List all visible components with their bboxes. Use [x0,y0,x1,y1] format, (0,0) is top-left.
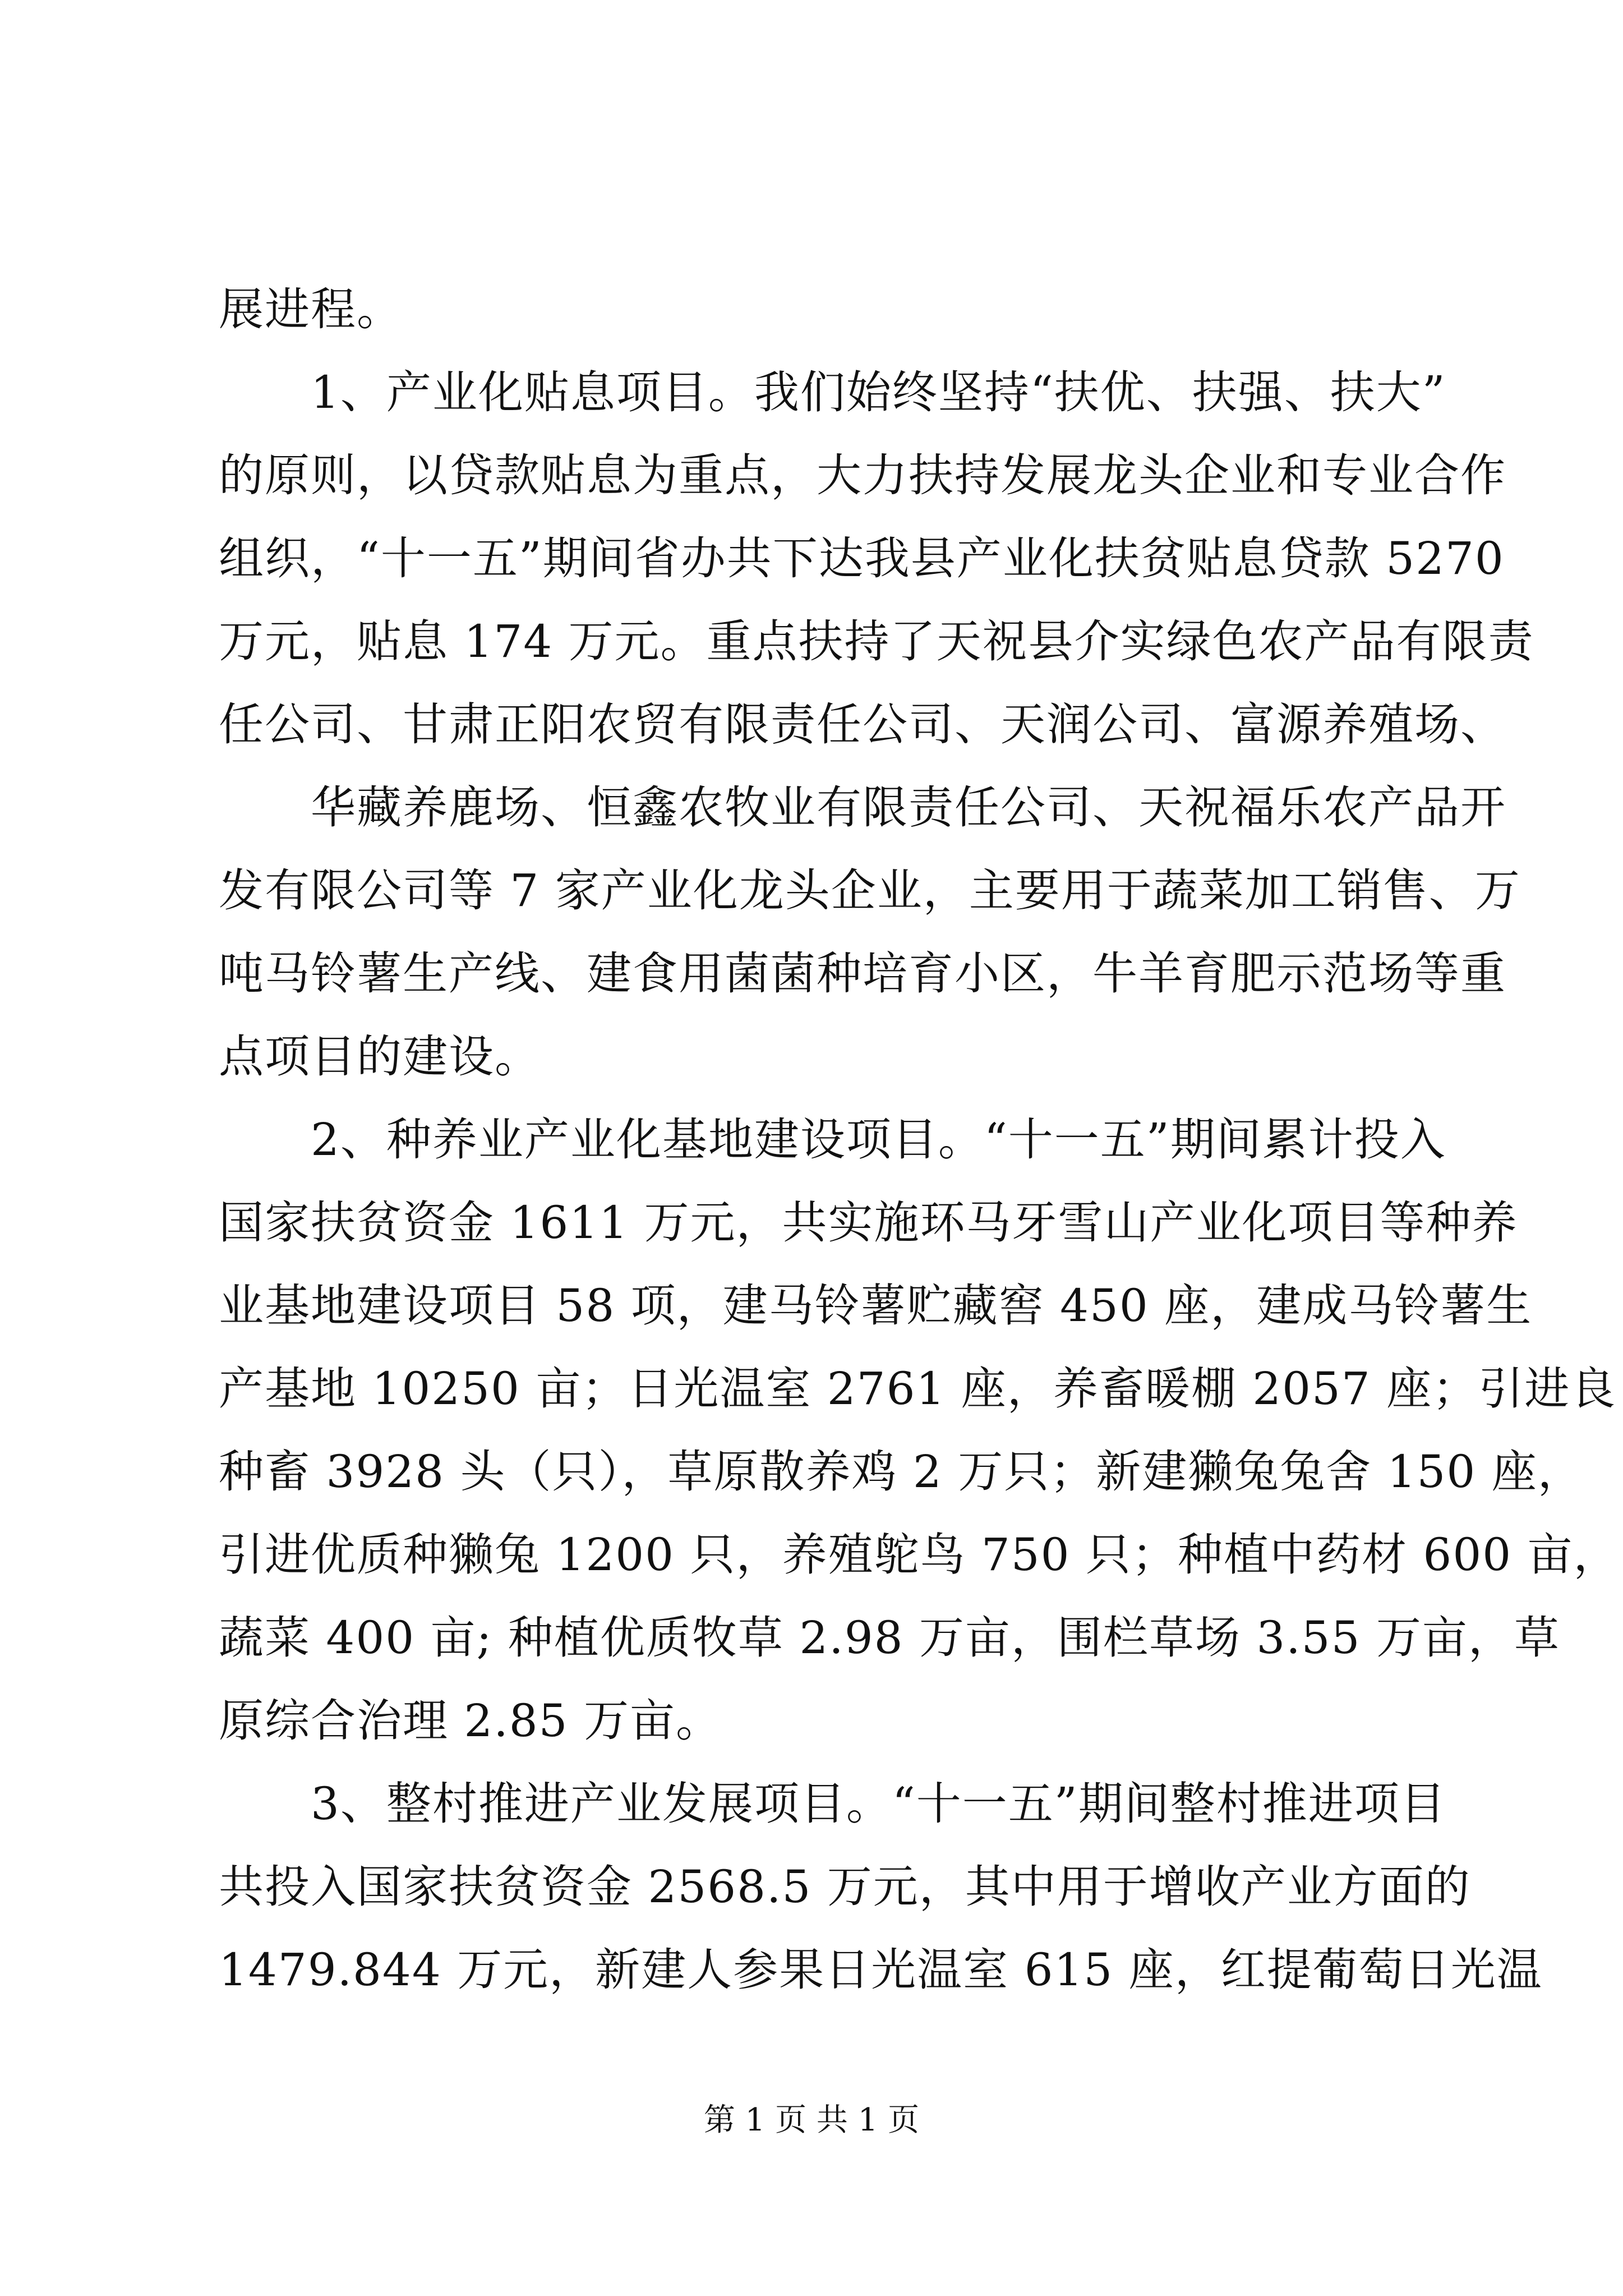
text-line: 1479.844 万元，新建人参果日光温室 615 座，红提葡萄日光温 [219,1944,1543,1996]
text-line: 展进程。 [219,283,403,335]
text-line: 种畜 3928 头（只），草原散养鸡 2 万只；新建獭兔兔舍 150 座， [219,1446,1584,1498]
text-line: 3、整村推进产业发展项目。“十一五”期间整村推进项目 [219,1778,1446,1830]
text-line: 华藏养鹿场、恒鑫农牧业有限责任公司、天祝福乐农产品开 [219,781,1506,834]
text-line: 引进优质种獭兔 1200 只，养殖鸵鸟 750 只；种植中药材 600 亩， [219,1529,1620,1581]
text-line: 发有限公司等 7 家产业化龙头企业，主要用于蔬菜加工销售、万 [219,864,1521,917]
text-line: 产基地 10250 亩；日光温室 2761 座，养畜暖棚 2057 座；引进良 [219,1363,1617,1415]
text-line: 点项目的建设。 [219,1030,541,1083]
text-line: 的原则，以贷款贴息为重点，大力扶持发展龙头企业和专业合作 [219,449,1506,501]
text-line: 蔬菜 400 亩; 种植优质牧草 2.98 万亩，围栏草场 3.55 万亩，草 [219,1612,1560,1664]
text-line: 万元，贴息 174 万元。重点扶持了天祝县介实绿色农产品有限责 [219,615,1534,668]
text-line: 共投入国家扶贫资金 2568.5 万元，其中用于增收产业方面的 [219,1861,1471,1913]
document-body [219,268,1620,2012]
text-line: 2、种养业产业化基地建设项目。“十一五”期间累计投入 [219,1114,1446,1166]
text-line: 任公司、甘肃正阳农贸有限责任公司、天润公司、富源养殖场、 [219,698,1506,751]
text-line: 国家扶贫资金 1611 万元，共实施环马牙雪山产业化项目等种养 [219,1197,1518,1249]
text-line: 1、产业化贴息项目。我们始终坚持“扶优、扶强、扶大” [219,366,1446,418]
text-line: 原综合治理 2.85 万亩。 [219,1695,722,1747]
text-line: 吨马铃薯生产线、建食用菌菌种培育小区，牛羊育肥示范场等重 [219,947,1506,1000]
page-number-footer: 第 1 页 共 1 页 [703,2102,920,2138]
text-line: 业基地建设项目 58 项，建马铃薯贮藏窖 450 座，建成马铃薯生 [219,1280,1533,1332]
text-line: 组织，“十一五”期间省办共下达我县产业化扶贫贴息贷款 5270 [219,532,1505,585]
